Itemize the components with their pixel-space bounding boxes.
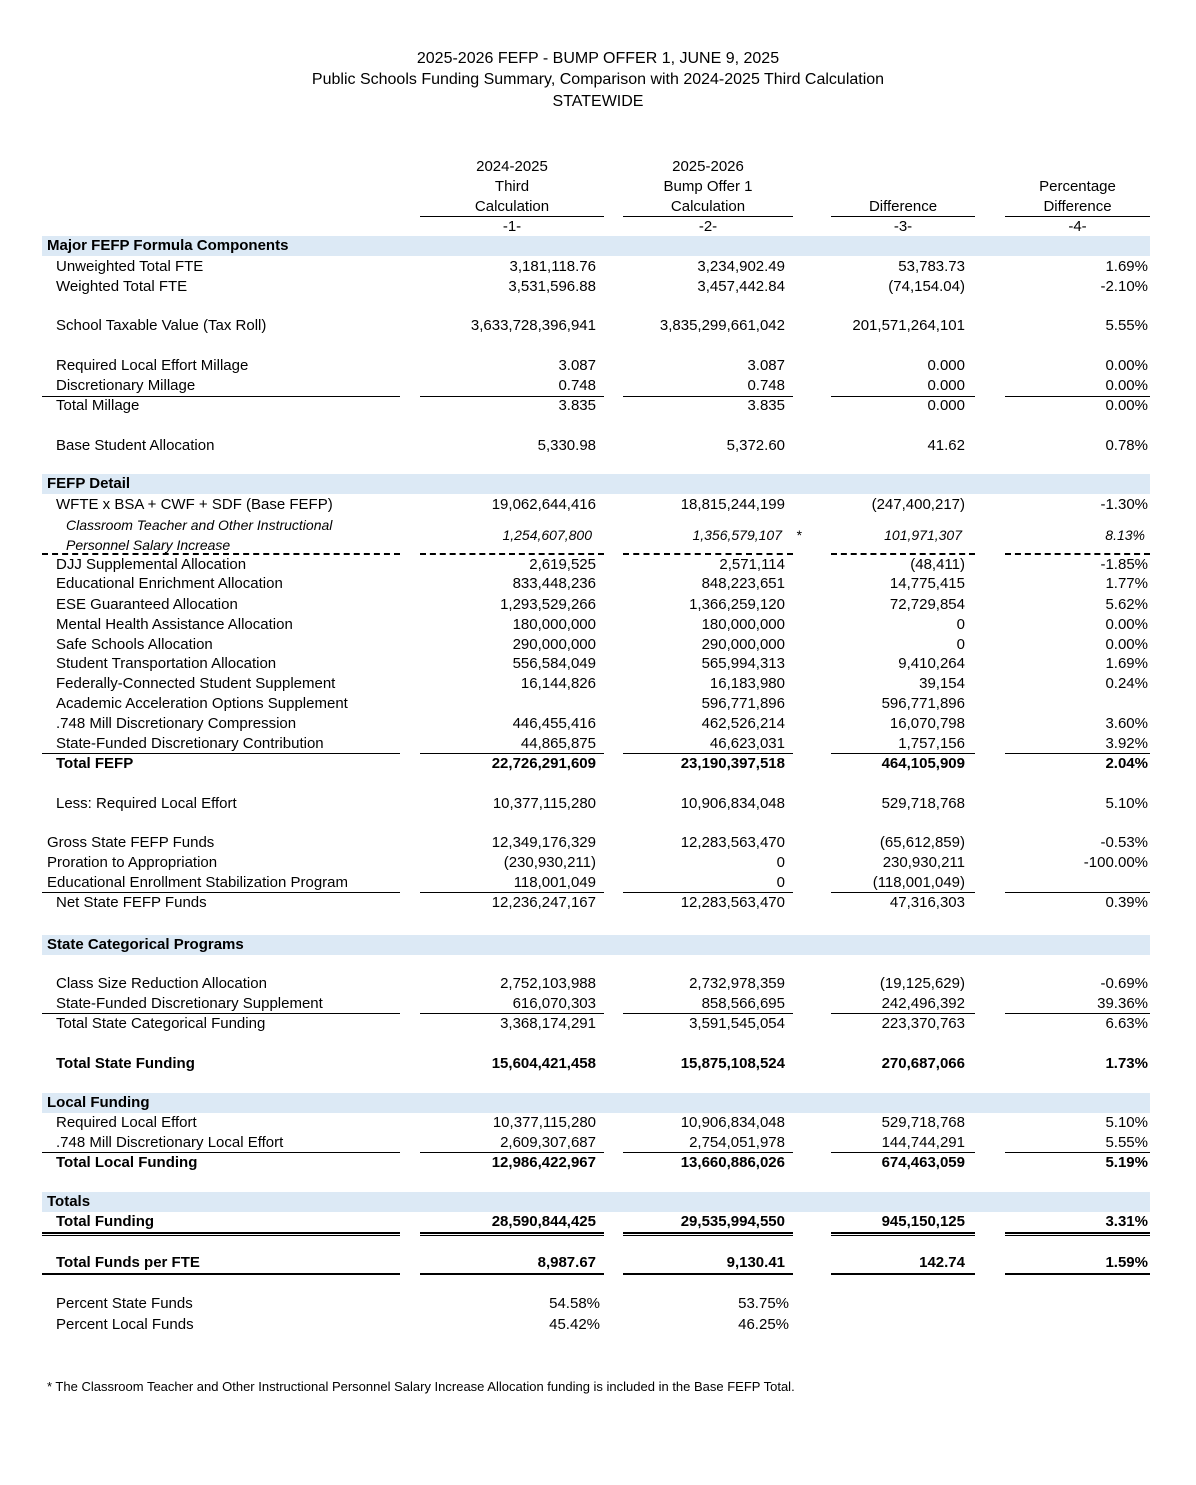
table-row: State-Funded Discretionary Supplement 616,070,303 858,566,695 242,496,392 39.36% xyxy=(56,995,1148,1012)
total-rule xyxy=(623,1232,793,1234)
table-row: Total Millage 3.835 3.835 0.000 0.00% xyxy=(56,397,1148,414)
total-rule xyxy=(623,1235,793,1236)
table-row-total: Total Local Funding 12,986,422,967 13,660,886,026 674,463,059 5.19% xyxy=(56,1154,1148,1171)
table-row: Base Student Allocation 5,330.98 5,372.60 41.62 0.78% xyxy=(56,437,1148,454)
table-row: Required Local Effort Millage 3.087 3.087 0.000 0.00% xyxy=(56,357,1148,374)
total-rule xyxy=(831,1273,975,1275)
table-row: ESE Guaranteed Allocation 1,293,529,266 1,366,259,120 72,729,854 5.62% xyxy=(56,596,1148,613)
section-header-local: Local Funding xyxy=(47,1094,150,1111)
header-underline xyxy=(1005,216,1150,217)
header-underline xyxy=(831,216,975,217)
table-row: WFTE x BSA + CWF + SDF (Base FEFP) 19,062,644,416 18,815,244,199 (247,400,217) -1.30% xyxy=(56,496,1148,513)
table-row: Student Transportation Allocation 556,584,049 565,994,313 9,410,264 1.69% xyxy=(56,655,1148,672)
table-row: Educational Enrollment Stabilization Program 118,001,049 0 (118,001,049) xyxy=(47,874,965,891)
total-rule xyxy=(42,1235,400,1236)
total-rule xyxy=(1005,1273,1150,1275)
total-rule xyxy=(42,1232,400,1234)
table-row-salary-increase: Classroom Teacher and Other Instructional Personnel Salary Increase 1,254,607,800 1,356,579,107 * 101,971,307 8.13% xyxy=(66,517,1145,553)
table-row: Required Local Effort 10,377,115,280 10,906,834,048 529,718,768 5.10% xyxy=(56,1114,1148,1131)
table-row: DJJ Supplemental Allocation 2,619,525 2,571,114 (48,411) -1.85% xyxy=(56,556,1148,573)
footnote: * The Classroom Teacher and Other Instructional Personnel Salary Increase Allocation funding is included in the Base FEFP Total. xyxy=(47,1379,795,1394)
section-header-major: Major FEFP Formula Components xyxy=(47,237,289,254)
table-row: Mental Health Assistance Allocation 180,000,000 180,000,000 0 0.00% xyxy=(56,616,1148,633)
table-row: Discretionary Millage 0.748 0.748 0.000 0.00% xyxy=(56,377,1148,394)
total-rule xyxy=(1005,1235,1150,1236)
section-header-categorical: State Categorical Programs xyxy=(47,936,244,953)
table-row: School Taxable Value (Tax Roll) 3,633,728,396,941 3,835,299,661,042 201,571,264,101 5.55% xyxy=(56,317,1148,334)
total-rule xyxy=(1005,1232,1150,1234)
report-subtitle: Public Schools Funding Summary, Comparison with 2024-2025 Third Calculation xyxy=(311,71,885,88)
header-underline xyxy=(623,216,793,217)
total-rule xyxy=(42,1273,400,1275)
section-header-fefp-detail: FEFP Detail xyxy=(47,475,131,492)
table-row: Unweighted Total FTE 3,181,118.76 3,234,902.49 53,783.73 1.69% xyxy=(56,258,1148,275)
table-row: Total State Categorical Funding 3,368,174,291 3,591,545,054 223,370,763 6.63% xyxy=(56,1015,1148,1032)
total-rule xyxy=(831,1232,975,1234)
table-row: Proration to Appropriation (230,930,211) 0 230,930,211 -100.00% xyxy=(47,854,1148,871)
table-row-total: Total State Funding 15,604,421,458 15,875,108,524 270,687,066 1.73% xyxy=(56,1055,1148,1072)
table-row: Educational Enrichment Allocation 833,448,236 848,223,651 14,775,415 1.77% xyxy=(56,575,1148,592)
table-row: Academic Acceleration Options Supplement 596,771,896 596,771,896 xyxy=(56,695,965,712)
report-title: 2025-2026 FEFP - BUMP OFFER 1, JUNE 9, 2025 xyxy=(416,50,780,67)
table-row: Safe Schools Allocation 290,000,000 290,000,000 0 0.00% xyxy=(56,636,1148,653)
table-row: Gross State FEFP Funds 12,349,176,329 12,283,563,470 (65,612,859) -0.53% xyxy=(47,834,1148,851)
table-row: Percent Local Funds 45.42% 46.25% xyxy=(56,1316,789,1333)
table-row: Less: Required Local Effort 10,377,115,280 10,906,834,048 529,718,768 5.10% xyxy=(56,795,1148,812)
table-row: Percent State Funds 54.58% 53.75% xyxy=(56,1295,789,1312)
total-rule xyxy=(623,1273,793,1275)
table-row: Weighted Total FTE 3,531,596.88 3,457,442.84 (74,154.04) -2.10% xyxy=(56,278,1148,295)
section-header-totals: Totals xyxy=(47,1193,91,1210)
header-underline xyxy=(420,216,604,217)
table-row: Class Size Reduction Allocation 2,752,103,988 2,732,978,359 (19,125,629) -0.69% xyxy=(56,975,1148,992)
report-scope: STATEWIDE xyxy=(552,93,644,110)
total-rule xyxy=(420,1235,604,1236)
table-row: State-Funded Discretionary Contribution 44,865,875 46,623,031 1,757,156 3.92% xyxy=(56,735,1148,752)
table-row: Net State FEFP Funds 12,236,247,167 12,283,563,470 47,316,303 0.39% xyxy=(56,894,1148,911)
table-row: .748 Mill Discretionary Compression 446,455,416 462,526,214 16,070,798 3.60% xyxy=(56,715,1148,732)
total-rule xyxy=(831,1235,975,1236)
total-rule xyxy=(420,1273,604,1275)
table-row: Federally-Connected Student Supplement 16,144,826 16,183,980 39,154 0.24% xyxy=(56,675,1148,692)
table-row: .748 Mill Discretionary Local Effort 2,609,307,687 2,754,051,978 144,744,291 5.55% xyxy=(56,1134,1148,1151)
table-row-total: Total Funding 28,590,844,425 29,535,994,550 945,150,125 3.31% xyxy=(56,1213,1148,1230)
table-row-total: Total FEFP 22,726,291,609 23,190,397,518 464,105,909 2.04% xyxy=(56,755,1148,772)
table-row-total: Total Funds per FTE 8,987.67 9,130.41 142.74 1.59% xyxy=(56,1254,1148,1271)
total-rule xyxy=(420,1232,604,1234)
